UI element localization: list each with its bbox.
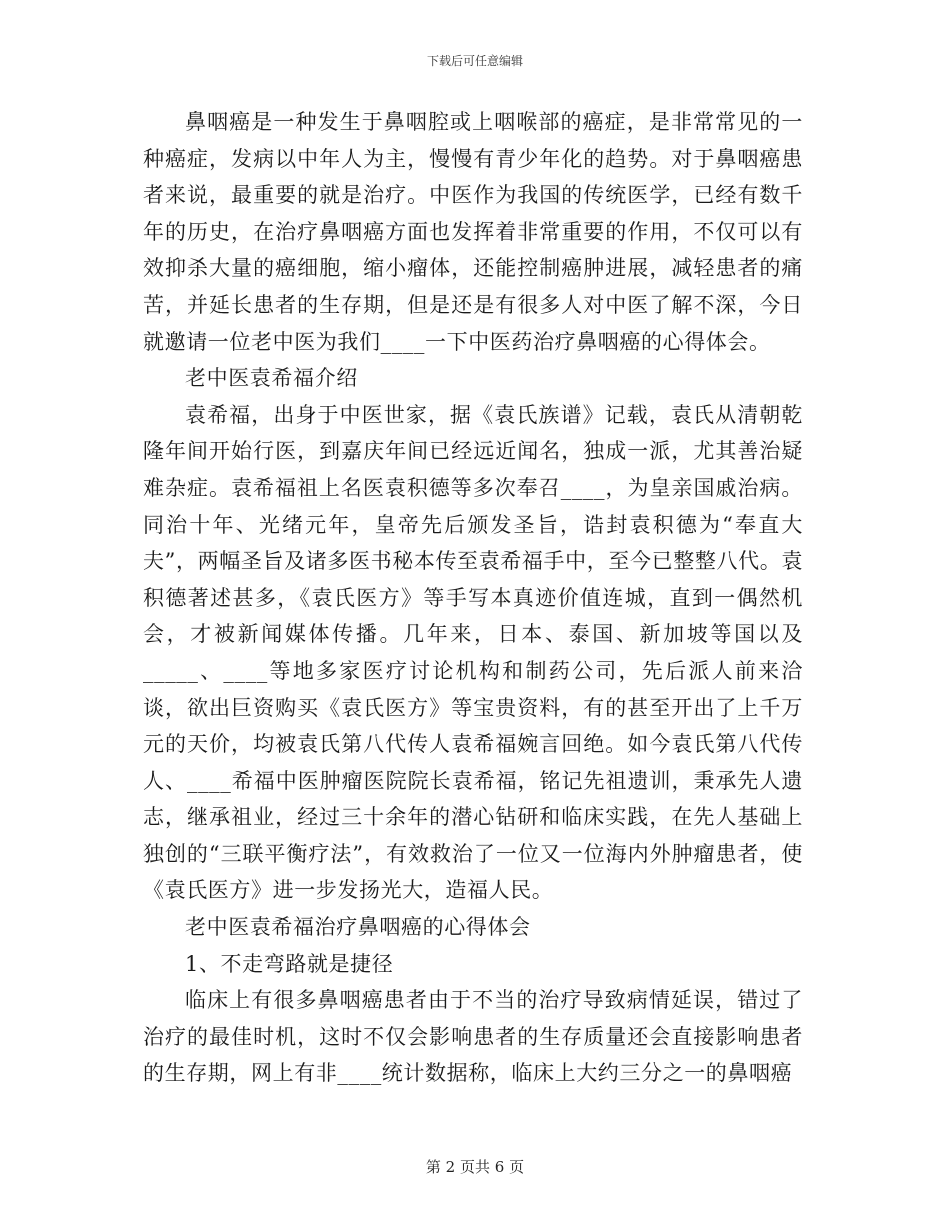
paragraph-point-1: 临床上有很多鼻咽癌患者由于不当的治疗导致病情延误，错过了治疗的最佳时机，这时不仅会影响患者的生存质量还会直接影响患者的生存期，网上有非____统计数据称，临床上大约三分之一的鼻咽癌 <box>143 988 803 1086</box>
section-heading-intro: 老中医袁希福介绍 <box>185 366 358 391</box>
document-body <box>143 104 803 1092</box>
page-footer: 第 2 页共 6 页 <box>425 1158 525 1176</box>
section-heading-experience: 老中医袁希福治疗鼻咽癌的心得体会 <box>185 915 531 940</box>
paragraph-biography: 袁希福，出身于中医世家，据《袁氏族谱》记载，袁氏从清朝乾隆年间开始行医，到嘉庆年间已经远近闻名，独成一派，尤其善治疑难杂症。袁希福祖上名医袁积德等多次奉召____，为皇亲国戚治病。同治十年、光绪元年，皇帝先后颁发圣旨，诰封袁积德为“奉直大夫”，两幅圣旨及诸多医书秘本传至袁希福手中，至今已整整八代。袁积德著述甚多，《袁氏医方》等手写本真迹价值连城，直到一偶然机会，才被新闻媒体传播。几年来，日本、泰国、新加坡等国以及_____、____等地多家医疗讨论机构和制药公司，先后派人前来洽谈，欲出巨资购买《袁氏医方》等宝贵资料，有的甚至开出了上千万元的天价，均被袁氏第八代传人袁希福婉言回绝。如今袁氏第八代传人、____希福中医肿瘤医院院长袁希福，铭记先祖遗训，秉承先人遗志，继承祖业，经过三十余年的潜心钻研和临床实践，在先人基础上独创的“三联平衡疗法”，有效救治了一位又一位海内外肿瘤患者，使《袁氏医方》进一步发扬光大，造福人民。 <box>143 402 803 903</box>
paragraph-intro: 鼻咽癌是一种发生于鼻咽腔或上咽喉部的癌症，是非常常见的一种癌症，发病以中年人为主，慢慢有青少年化的趋势。对于鼻咽癌患者来说，最重要的就是治疗。中医作为我国的传统医学，已经有数千年的历史，在治疗鼻咽癌方面也发挥着非常重要的作用，不仅可以有效抑杀大量的癌细胞，缩小瘤体，还能控制癌肿进展，减轻患者的痛苦，并延长患者的生存期，但是还是有很多人对中医了解不深，今日就邀请一位老中医为我们____一下中医药治疗鼻咽癌的心得体会。 <box>143 110 803 354</box>
subheading-point-1: 1、不走弯路就是捷径 <box>185 951 394 976</box>
page-header: 下载后可任意编辑 <box>426 54 523 68</box>
